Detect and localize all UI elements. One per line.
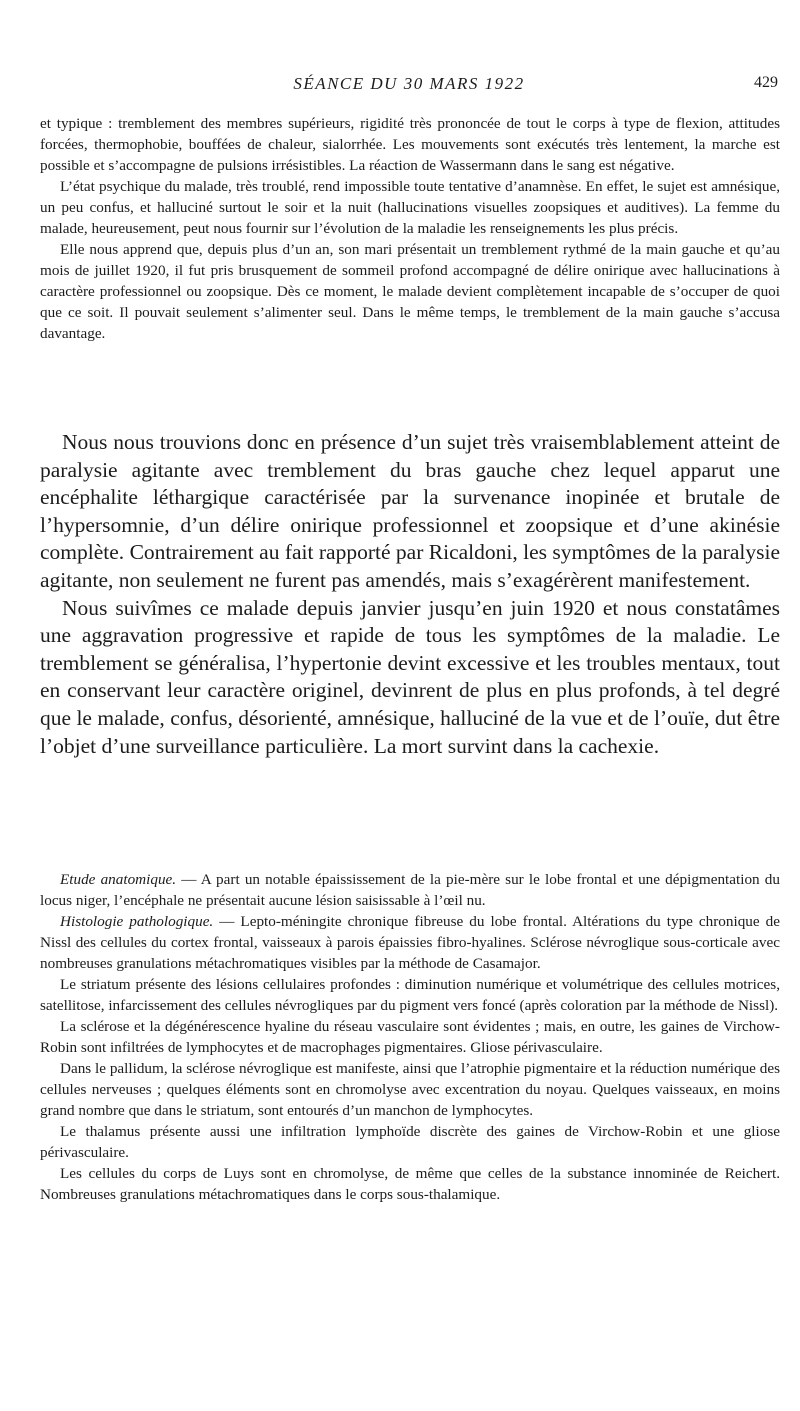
case-history-section bbox=[40, 113, 780, 344]
paragraph: Dans le pallidum, la sclérose névroglique est manifeste, ainsi que l’atrophie pigmentaire et la réduction numérique des cellules nerveuses ; quelques éléments sont en chromolyse avec excentration du noyau. Quelques vaisseaux, en moins grand nombre que dans le striatum, sont entourés d’un manchon de lymphocytes. bbox=[40, 1060, 780, 1119]
paragraph: et typique : tremblement des membres supérieurs, rigidité très prononcée de tout le corps à type de flexion, attitudes forcées, thermophobie, bouffées de chaleur, sialorrhée. Les mouvements sont exécutés très lentement, la marche est possible et s’accompagne de pulsions irrésistibles. La réaction de Wassermann dans le sang est négative. bbox=[40, 115, 780, 174]
histology-text: — Lepto-méningite chronique fibreuse du lobe frontal. Altérations du type chronique de Nissl des cellules du cortex frontal, vaisseaux à parois épaissies fibro-hyalines. Sclérose névroglique sous-corticale avec nombreuses granulations métachromatiques visibles par la méthode de Casamajor. bbox=[40, 913, 780, 972]
anatomy-paragraph bbox=[40, 869, 780, 911]
histology-paragraph bbox=[40, 911, 780, 974]
findings-section bbox=[40, 869, 780, 1205]
page-header bbox=[40, 74, 778, 98]
running-head: SÉANCE DU 30 MARS 1922 bbox=[293, 74, 525, 93]
histology-heading: Histologie pathologique. bbox=[60, 913, 214, 930]
paragraph: Nous nous trouvions donc en présence d’un sujet très vraisemblablement atteint de paralysie agitante avec tremblement du bras gauche chez lequel apparut une encéphalite léthargique caractérisée par la survenance inopinée et brutale de l’hypersomnie, d’un délire onirique professionnel et zoopsique et d’une akinésie complète. Contrairement au fait rapporté par Ricaldoni, les symptômes de la paralysie agitante, non seulement ne furent pas amendés, mais s’exagérèrent manifestement. bbox=[40, 430, 780, 592]
paragraph: Le thalamus présente aussi une infiltration lymphoïde discrète des gaines de Virchow-Robin et une gliose périvasculaire. bbox=[40, 1123, 780, 1161]
anatomy-heading: Etude anatomique. bbox=[60, 871, 177, 888]
paragraph: Le striatum présente des lésions cellulaires profondes : diminution numérique et volumétrique des cellules motrices, satellitose, infarcissement des cellules névrogliques par du pigment vers foncé (après coloration par la méthode de Nissl). bbox=[40, 976, 780, 1014]
discussion-section bbox=[40, 429, 780, 760]
anatomy-text: — A part un notable épaississement de la pie-mère sur le lobe frontal et une dépigmentation du locus niger, l’encéphale ne présentait aucune lésion saisissable à l’œil nu. bbox=[40, 871, 780, 909]
page-number: 429 bbox=[754, 74, 778, 91]
paragraph: L’état psychique du malade, très troublé, rend impossible toute tentative d’anamnèse. En effet, le sujet est amnésique, un peu confus, et halluciné surtout le soir et la nuit (hallucinations visuelles zoopsiques et auditives). La femme du malade, heureusement, peut nous fournir sur l’évolution de la maladie les renseignements les plus précis. bbox=[40, 178, 780, 237]
paragraph: La sclérose et la dégénérescence hyaline du réseau vasculaire sont évidentes ; mais, en outre, les gaines de Virchow-Robin sont infiltrées de lymphocytes et de macrophages pigmentaires. Gliose périvasculaire. bbox=[40, 1018, 780, 1056]
paragraph: Les cellules du corps de Luys sont en chromolyse, de même que celles de la substance innominée de Reichert. Nombreuses granulations métachromatiques dans le corps sous-thalamique. bbox=[40, 1165, 780, 1203]
paragraph: Elle nous apprend que, depuis plus d’un an, son mari présentait un tremblement rythmé de la main gauche et qu’au mois de juillet 1920, il fut pris brusquement de sommeil profond accompagné de délire onirique avec hallucinations à caractère professionnel ou zoopsique. Dès ce moment, le malade devient complètement incapable de s’occuper de quoi que ce soit. Il pouvait seulement s’alimenter seul. Dans le même temps, le tremblement de la main gauche s’accusa davantage. bbox=[40, 241, 780, 342]
paragraph: Nous suivîmes ce malade depuis janvier jusqu’en juin 1920 et nous constatâmes une aggravation progressive et rapide de tous les symptômes de la maladie. Le tremblement se généralisa, l’hypertonie devint excessive et les troubles mentaux, tout en conservant leur caractère originel, devinrent de plus en plus profonds, à tel degré que le malade, confus, désorienté, amnésique, halluciné de la vue et de l’ouïe, dut être l’objet d’une surveillance particulière. La mort survint dans la cachexie. bbox=[40, 595, 780, 758]
